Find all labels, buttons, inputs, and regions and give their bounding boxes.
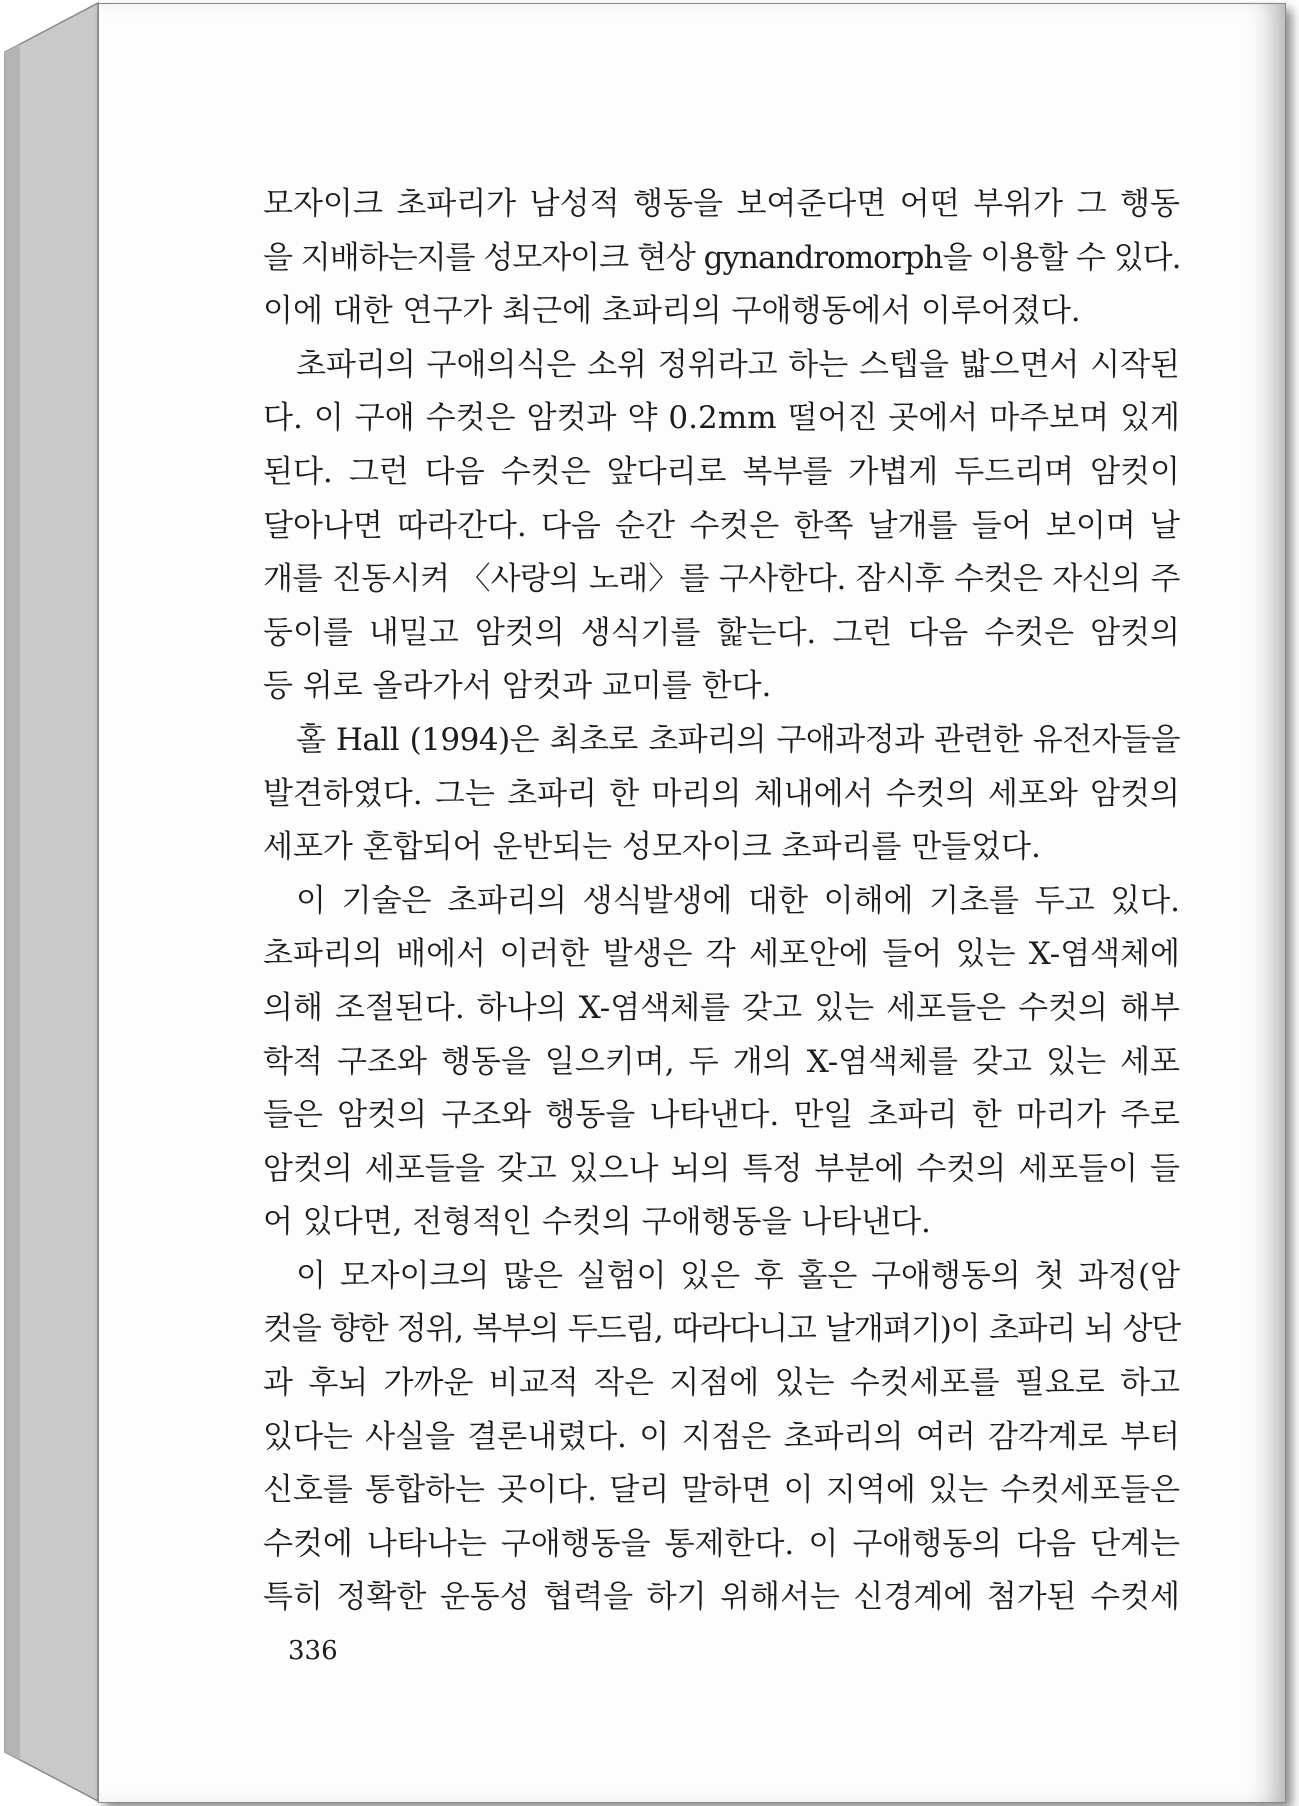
text-line: 이에 대한 연구가 최근에 초파리의 구애행동에서 이루어졌다. — [263, 293, 1081, 330]
text-line: 수컷에 나타나는 구애행동을 통제한다. 이 구애행동의 다음 단계는 — [263, 1525, 1180, 1562]
text-line: 신호를 통합하는 곳이다. 달리 말하면 이 지역에 있는 수컷세포들은 — [263, 1472, 1180, 1509]
text-line: 된다. 그런 다음 수컷은 앞다리로 복부를 가볍게 두드리며 암컷이 — [263, 453, 1180, 490]
body-text — [263, 178, 1180, 1625]
text-line: 둥이를 내밀고 암컷의 생식기를 핥는다. 그런 다음 수컷은 암컷의 — [263, 614, 1180, 651]
text-line: 이 모자이크의 많은 실험이 있은 후 홀은 구애행동의 첫 과정(암 — [296, 1257, 1180, 1294]
text-line: 개를 진동시켜 〈사랑의 노래〉를 구사한다. 잠시후 수컷은 자신의 주 — [263, 561, 1180, 598]
text-line: 이 기술은 초파리의 생식발생에 대한 이해에 기초를 두고 있다. — [296, 882, 1180, 919]
text-line: 의해 조절된다. 하나의 X-염색체를 갖고 있는 세포들은 수컷의 해부 — [263, 989, 1180, 1026]
text-line: 세포가 혼합되어 운반되는 성모자이크 초파리를 만들었다. — [263, 829, 1041, 866]
text-line: 발견하였다. 그는 초파리 한 마리의 체내에서 수컷의 세포와 암컷의 — [263, 775, 1180, 812]
text-line: 초파리의 배에서 이러한 발생은 각 세포안에 들어 있는 X-염색체에 — [263, 936, 1180, 973]
text-line: 을 지배하는지를 성모자이크 현상 gynandromorph을 이용할 수 있다. — [263, 239, 1181, 276]
text-line: 암컷의 세포들을 갖고 있으나 뇌의 특정 부분에 수컷의 세포들이 들 — [263, 1150, 1180, 1187]
page-number: 336 — [288, 1636, 338, 1666]
text-line: 있다는 사실을 결론내렸다. 이 지점은 초파리의 여러 감각계로 부터 — [263, 1418, 1180, 1455]
text-line: 컷을 향한 정위, 복부의 두드림, 따라다니고 날개펴기)이 초파리 뇌 상단 — [263, 1311, 1180, 1348]
text-line: 모자이크 초파리가 남성적 행동을 보여준다면 어떤 부위가 그 행동 — [263, 186, 1180, 222]
text-line: 홀 Hall (1994)은 최초로 초파리의 구애과정과 관련한 유전자들을 — [296, 721, 1180, 758]
text-line: 특히 정확한 운동성 협력을 하기 위해서는 신경계에 첨가된 수컷세 — [263, 1579, 1180, 1616]
book-spine-shadow — [5, 44, 20, 1760]
text-line: 다. 이 구애 수컷은 암컷과 약 0.2mm 떨어진 곳에서 마주보며 있게 — [263, 400, 1180, 437]
text-line: 달아나면 따라간다. 다음 순간 수컷은 한쪽 날개를 들어 보이며 날 — [263, 507, 1180, 544]
text-line: 들은 암컷의 구조와 행동을 나타낸다. 만일 초파리 한 마리가 주로 — [263, 1097, 1180, 1134]
text-line: 어 있다면, 전형적인 수컷의 구애행동을 나타낸다. — [263, 1204, 931, 1241]
text-line: 과 후뇌 가까운 비교적 작은 지점에 있는 수컷세포를 필요로 하고 — [263, 1365, 1180, 1402]
text-line: 학적 구조와 행동을 일으키며, 두 개의 X-염색체를 갖고 있는 세포 — [263, 1043, 1180, 1080]
text-line: 등 위로 올라가서 암컷과 교미를 한다. — [263, 668, 772, 705]
text-line: 초파리의 구애의식은 소위 정위라고 하는 스텝을 밟으면서 시작된 — [296, 346, 1180, 383]
